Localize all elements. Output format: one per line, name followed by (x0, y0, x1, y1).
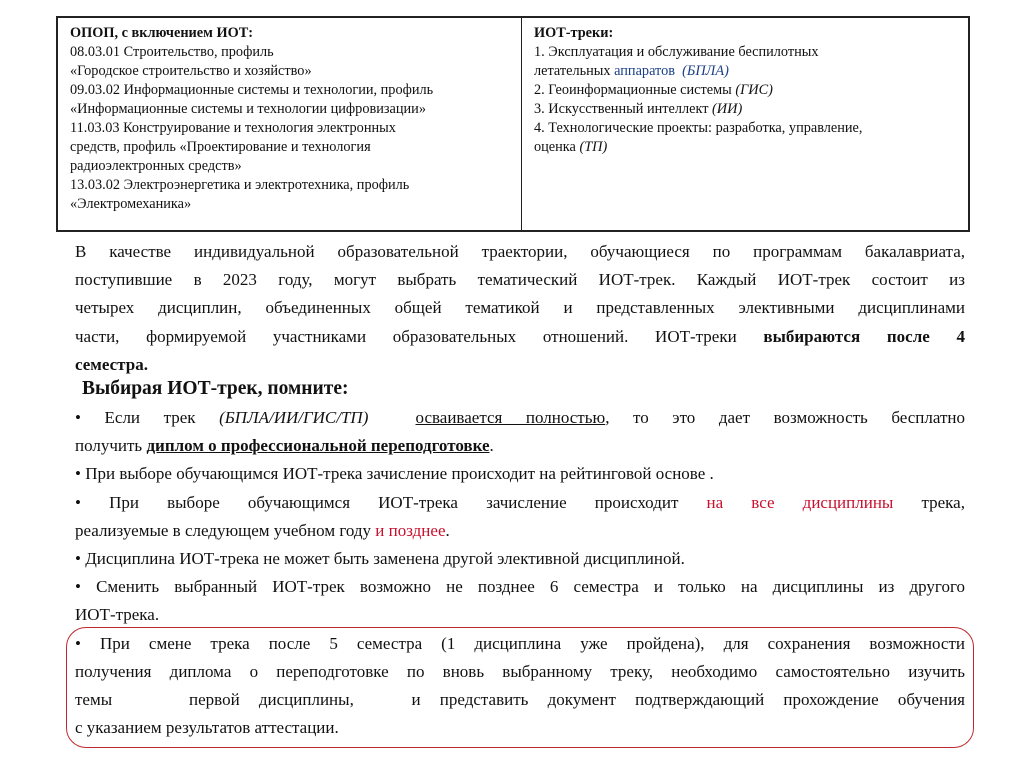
program-line: радиоэлектронных средств» (70, 158, 242, 174)
program-line: «Информационные системы и технологии цифровизации» (70, 101, 426, 117)
paragraph-line: семестра. (75, 354, 148, 374)
highlight-frame (66, 627, 974, 748)
track-line: 3. Искусственный интеллект (ИИ) (534, 101, 743, 117)
tracks-header: ИОТ-треки: (534, 25, 614, 41)
track-line: 1. Эксплуатация и обслуживание беспилотных (534, 44, 819, 60)
track-line: летательных аппаратов (БПЛА) (534, 63, 729, 79)
track-line: оценка (ТП) (534, 139, 608, 155)
rule-item: • Дисциплина ИОТ-трека не может быть заменена другой элективной дисциплиной. (75, 549, 685, 569)
programs-header: ОПОП, с включением ИОТ: (70, 25, 253, 41)
tracks-cell (522, 18, 968, 230)
program-line: 11.03.03 Конструирование и технология электронных (70, 120, 396, 136)
intro-paragraph (75, 238, 965, 379)
paragraph-line: части, формируемой участниками образовательных отношений. ИОТ-треки выбираются после 4 (75, 326, 965, 346)
programs-cell (58, 18, 522, 230)
program-line: средств, профиль «Проектирование и технология (70, 139, 371, 155)
paragraph-line: поступившие в 2023 году, могут выбрать тематический ИОТ-трек. Каждый ИОТ-трек состоит из (75, 270, 965, 290)
rule-item-highlighted: • При смене трека после 5 семестра (1 дисциплина уже пройдена), для сохранения возможности получения диплома о переподготовке по вновь выбранному треку, необходимо самостоятельно изучить темы первой дисциплины, и представить документ подтверждающий прохождение обучения с указанием результатов аттестации. (75, 633, 965, 738)
program-line: 08.03.01 Строительство, профиль (70, 44, 274, 60)
paragraph-line: четырех дисциплин, объединенных общей тематикой и представленных элективными дисциплинами (75, 298, 965, 318)
program-line: «Электромеханика» (70, 196, 192, 212)
program-line: 13.03.02 Электроэнергетика и электротехника, профиль (70, 177, 410, 193)
rule-item: • Сменить выбранный ИОТ-трек возможно не позднее 6 семестра и только на дисциплины из другого ИОТ-трека. (75, 577, 965, 625)
track-line: 4. Технологические проекты: разработка, управление, (534, 120, 863, 136)
programs-table (56, 16, 970, 232)
rule-item: • При выборе обучающимся ИОТ-трека зачисление происходит на все дисциплины трека, реализуемые в следующем учебном году и позднее. (75, 492, 965, 540)
paragraph-line: В качестве индивидуальной образовательной траектории, обучающиеся по программам бакалавриата, (75, 242, 965, 261)
track-line: 2. Геоинформационные системы (ГИС) (534, 82, 773, 98)
program-line: «Городское строительство и хозяйство» (70, 63, 312, 79)
rule-item: • При выборе обучающимся ИОТ-трека зачисление происходит на рейтинговой основе . (75, 464, 714, 484)
remember-heading: Выбирая ИОТ-трек, помните: (82, 378, 349, 399)
rule-item: • Если трек (БПЛА/ИИ/ГИС/ТП) осваивается полностью, то это дает возможность бесплатно получить диплом о профессиональной переподготовке. (75, 408, 966, 456)
program-line: 09.03.02 Информационные системы и технологии, профиль (70, 82, 434, 98)
